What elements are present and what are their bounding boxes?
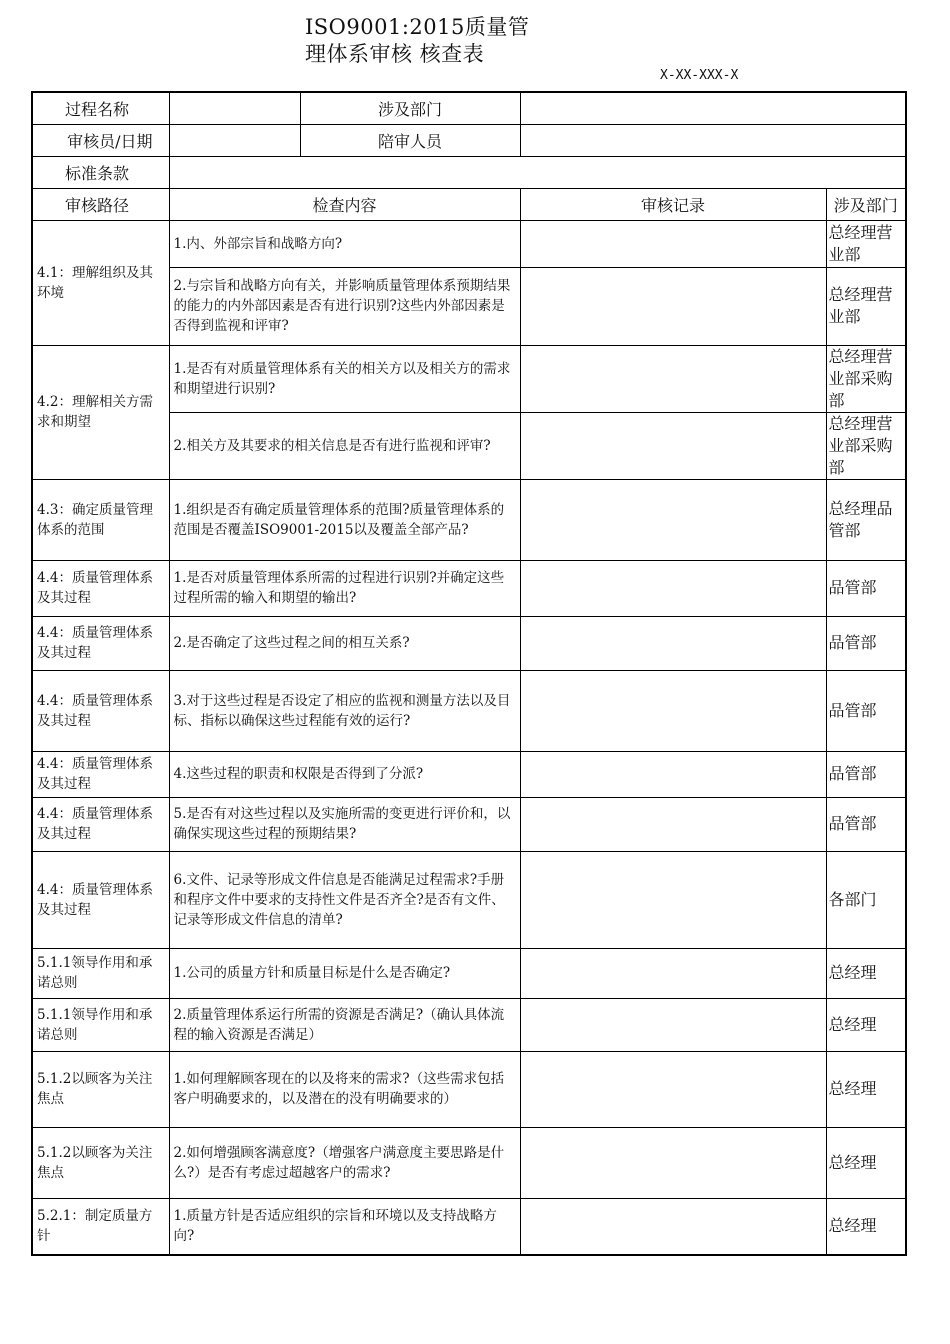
audit-record-cell[interactable] (520, 751, 826, 797)
check-content-cell: 2.如何增强顾客满意度?（增强客户满意度主要思路是什么?）是否有考虑过超越客户的需求? (169, 1127, 520, 1198)
col-header-record: 审核记录 (520, 188, 826, 220)
check-content-cell: 1.内、外部宗旨和战略方向? (169, 220, 520, 267)
dept-cell: 总经理 (826, 1127, 906, 1198)
clause-label: 标准条款 (32, 156, 169, 188)
table-row (32, 616, 906, 670)
dept-label: 涉及部门 (300, 92, 520, 124)
table-row (32, 345, 906, 412)
accompany-field[interactable] (520, 124, 906, 156)
check-content-cell: 6.文件、记录等形成文件信息是否能满足过程需求?手册和程序文件中要求的支持性文件是否齐全?是否有文件、记录等形成文件信息的清单? (169, 851, 520, 948)
check-content-cell: 1.组织是否有确定质量管理体系的范围?质量管理体系的范围是否覆盖ISO9001-2015以及覆盖全部产品? (169, 479, 520, 560)
header-row-process (32, 92, 906, 124)
check-content-cell: 1.公司的质量方针和质量目标是什么是否确定? (169, 948, 520, 998)
audit-path-cell: 4.4：质量管理体系及其过程 (32, 616, 169, 670)
check-content-cell: 1.质量方针是否适应组织的宗旨和环境以及支持战略方向? (169, 1198, 520, 1255)
auditor-date-label: 审核员/日期 (32, 124, 169, 156)
audit-path-cell: 4.4：质量管理体系及其过程 (32, 751, 169, 797)
audit-record-cell[interactable] (520, 1127, 826, 1198)
table-row (32, 560, 906, 616)
title-line-1: ISO9001:2015质量管 (305, 15, 530, 39)
dept-field[interactable] (520, 92, 906, 124)
accompany-label: 陪审人员 (300, 124, 520, 156)
audit-record-cell[interactable] (520, 267, 826, 345)
check-content-cell: 1.是否对质量管理体系所需的过程进行识别?并确定这些过程所需的输入和期望的输出? (169, 560, 520, 616)
check-content-cell: 2.是否确定了这些过程之间的相互关系? (169, 616, 520, 670)
table-row (32, 220, 906, 267)
audit-path-cell: 4.4：质量管理体系及其过程 (32, 670, 169, 751)
audit-record-cell[interactable] (520, 412, 826, 479)
dept-cell: 品管部 (826, 751, 906, 797)
check-content-cell: 2.相关方及其要求的相关信息是否有进行监视和评审? (169, 412, 520, 479)
document-code: X-XX-XXX-X (660, 68, 739, 83)
audit-record-cell[interactable] (520, 998, 826, 1051)
audit-record-cell[interactable] (520, 1198, 826, 1255)
process-name-field[interactable] (169, 92, 300, 124)
audit-path-cell: 4.4：质量管理体系及其过程 (32, 851, 169, 948)
dept-cell: 总经理营业部 (826, 220, 906, 267)
audit-record-cell[interactable] (520, 670, 826, 751)
document-title (305, 14, 529, 68)
check-content-cell: 2.质量管理体系运行所需的资源是否满足?（确认具体流程的输入资源是否满足） (169, 998, 520, 1051)
table-row (32, 1127, 906, 1198)
dept-cell: 各部门 (826, 851, 906, 948)
table-row (32, 751, 906, 797)
dept-cell: 总经理营业部 (826, 267, 906, 345)
audit-path-cell: 5.1.1领导作用和承诺总则 (32, 998, 169, 1051)
table-row (32, 797, 906, 851)
check-content-cell: 5.是否有对这些过程以及实施所需的变更进行评价和，以确保实现这些过程的预期结果? (169, 797, 520, 851)
table-row (32, 479, 906, 560)
check-content-cell: 2.与宗旨和战略方向有关，并影响质量管理体系预期结果的能力的内外部因素是否有进行识别?这些内外部因素是否得到监视和评审? (169, 267, 520, 345)
dept-cell: 总经理 (826, 948, 906, 998)
dept-cell: 总经理 (826, 1051, 906, 1127)
table-row (32, 948, 906, 998)
audit-record-cell[interactable] (520, 479, 826, 560)
check-content-cell: 4.这些过程的职责和权限是否得到了分派? (169, 751, 520, 797)
audit-path-cell: 5.1.1领导作用和承诺总则 (32, 948, 169, 998)
table-row (32, 998, 906, 1051)
col-header-dept: 涉及部门 (826, 188, 906, 220)
dept-cell: 总经理 (826, 1198, 906, 1255)
audit-path-cell: 4.1：理解组织及其环境 (32, 220, 169, 345)
audit-record-cell[interactable] (520, 1051, 826, 1127)
audit-record-cell[interactable] (520, 616, 826, 670)
audit-record-cell[interactable] (520, 948, 826, 998)
audit-path-cell: 5.2.1：制定质量方针 (32, 1198, 169, 1255)
audit-record-cell[interactable] (520, 851, 826, 948)
audit-path-cell: 5.1.2以顾客为关注焦点 (32, 1051, 169, 1127)
col-header-path: 审核路径 (32, 188, 169, 220)
audit-record-cell[interactable] (520, 797, 826, 851)
auditor-date-field[interactable] (169, 124, 300, 156)
table-row (32, 1198, 906, 1255)
audit-path-cell: 4.4：质量管理体系及其过程 (32, 797, 169, 851)
header-row-clause (32, 156, 906, 188)
table-row (32, 851, 906, 948)
check-content-cell: 1.如何理解顾客现在的以及将来的需求?（这些需求包括客户明确要求的，以及潜在的没有明确要求的） (169, 1051, 520, 1127)
audit-record-cell[interactable] (520, 220, 826, 267)
process-name-label: 过程名称 (32, 92, 169, 124)
table-row (32, 670, 906, 751)
dept-cell: 总经理 (826, 998, 906, 1051)
dept-cell: 品管部 (826, 560, 906, 616)
audit-path-cell: 5.1.2以顾客为关注焦点 (32, 1127, 169, 1198)
audit-path-cell: 4.2：理解相关方需求和期望 (32, 345, 169, 479)
col-header-content: 检查内容 (169, 188, 520, 220)
title-line-2: 理体系审核 核查表 (305, 42, 485, 66)
dept-cell: 总经理营业部采购部 (826, 412, 906, 479)
audit-path-cell: 4.3：确定质量管理体系的范围 (32, 479, 169, 560)
check-content-cell: 3.对于这些过程是否设定了相应的监视和测量方法以及目标、指标以确保这些过程能有效的运行? (169, 670, 520, 751)
dept-cell: 品管部 (826, 670, 906, 751)
audit-record-cell[interactable] (520, 345, 826, 412)
header-row-auditor (32, 124, 906, 156)
dept-cell: 品管部 (826, 616, 906, 670)
table-row (32, 1051, 906, 1127)
dept-cell: 总经理营业部采购部 (826, 345, 906, 412)
audit-record-cell[interactable] (520, 560, 826, 616)
dept-cell: 总经理品管部 (826, 479, 906, 560)
dept-cell: 品管部 (826, 797, 906, 851)
audit-path-cell: 4.4：质量管理体系及其过程 (32, 560, 169, 616)
check-content-cell: 1.是否有对质量管理体系有关的相关方以及相关方的需求和期望进行识别? (169, 345, 520, 412)
column-header-row (32, 188, 906, 220)
clause-field[interactable] (169, 156, 906, 188)
audit-checklist-table (31, 91, 907, 1256)
